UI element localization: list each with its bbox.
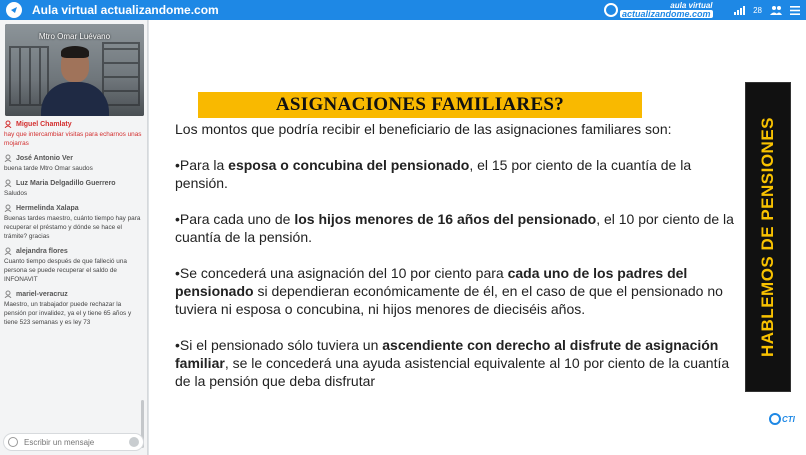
slide-body [175,120,741,408]
brand-circle-icon [604,3,618,17]
side-banner [745,82,791,392]
user-icon [4,290,12,298]
user-icon [4,120,12,128]
app-logo-icon [6,2,22,18]
chat-author: Luz Maria Delgadillo Guerrero [16,179,116,187]
cti-logo [769,413,795,425]
participant-count: 28 [753,5,762,15]
chat-composer [3,433,144,451]
logo-line-1: aula virtual [670,1,713,10]
chat-text: Saludos [4,190,28,197]
window-title: Aula virtual actualizandome.com [32,3,219,17]
slide-point-1: •Para la esposa o concubina del pensionado, el 15 por ciento de la cuantía de la pensión. [175,157,692,191]
chat-text: buena tarde Mtro Omar saudos [4,165,93,172]
banner-text: HABLEMOS DE PENSIONES [758,116,778,358]
chat-message [4,247,142,284]
chat-author: José Antonio Ver [16,154,73,162]
participants-icon[interactable] [770,5,782,15]
chat-message [4,120,142,148]
cti-circle-icon [769,413,781,425]
chat-author: Miguel Chamlaty [16,120,72,128]
chat-input[interactable] [24,438,124,447]
slide-point-3: •Se concederá una asignación del 10 por ciento para cada uno de los padres del pensionado si dependieran económicamente de él, en el caso de que el pensionado no tuviera ni esposa o concubina, ni hijos menores de dieciséis años. [175,265,723,317]
chat-author: Hermelinda Xalapa [16,204,79,212]
chat-text: hay que intercambiar visitas para echarnos unas mojarras [4,131,142,147]
chat-text: Cuanto tiempo después de que falleció una persona se puede recuperar el saldo de INFONAVIT [4,258,127,283]
user-icon [4,179,12,187]
presentation-slide [149,20,806,455]
send-icon[interactable] [129,437,139,447]
signal-icon [734,6,745,15]
slide-point-2: •Para cada uno de los hijos menores de 16 años del pensionado, el 10 por ciento de la cuantía de la pensión. [175,211,734,245]
chat-message [4,179,142,198]
slide-title: ASIGNACIONES FAMILIARES? [198,92,642,118]
chat-message [4,154,142,173]
logo-line-2: actualizandome.com [622,9,711,19]
chat-message [4,204,142,241]
chat-author: alejandra flores [16,247,68,255]
emoji-icon[interactable] [8,437,18,447]
user-icon [4,154,12,162]
chat-text: Maestro, un trabajador puede rechazar la pensión por invalidez, ya el y tiene 65 años y tiene 523 semanas y es ley 73 [4,301,132,326]
side-panel [0,20,148,455]
presenter-name: Mtro Omar Luévano [38,32,111,41]
menu-icon[interactable] [790,6,800,15]
chat-messages [4,120,142,428]
chat-message [4,290,142,327]
user-icon [4,204,12,212]
slide-point-4: •Si el pensionado sólo tuviera un ascendiente con derecho al disfrute de asignación familiar, se le concederá una ayuda asistencial equivalente al 10 por ciento de la cuantía de la pensión que deba disfrutar [175,337,730,389]
presenter-video[interactable] [5,24,144,116]
cti-text: CTI [782,414,795,424]
chat-author: mariel-veracruz [16,290,68,298]
chat-text: Buenas tardes maestro, cuánto tiempo hay para recuperar el préstamo y dónde se hace el trámite? gracias [4,215,141,240]
toolbar-controls [734,0,800,20]
brand-logo [604,1,713,19]
user-icon [4,247,12,255]
slide-intro: Los montos que podría recibir el beneficiario de las asignaciones familiares son: [175,121,672,137]
title-bar [0,0,806,20]
